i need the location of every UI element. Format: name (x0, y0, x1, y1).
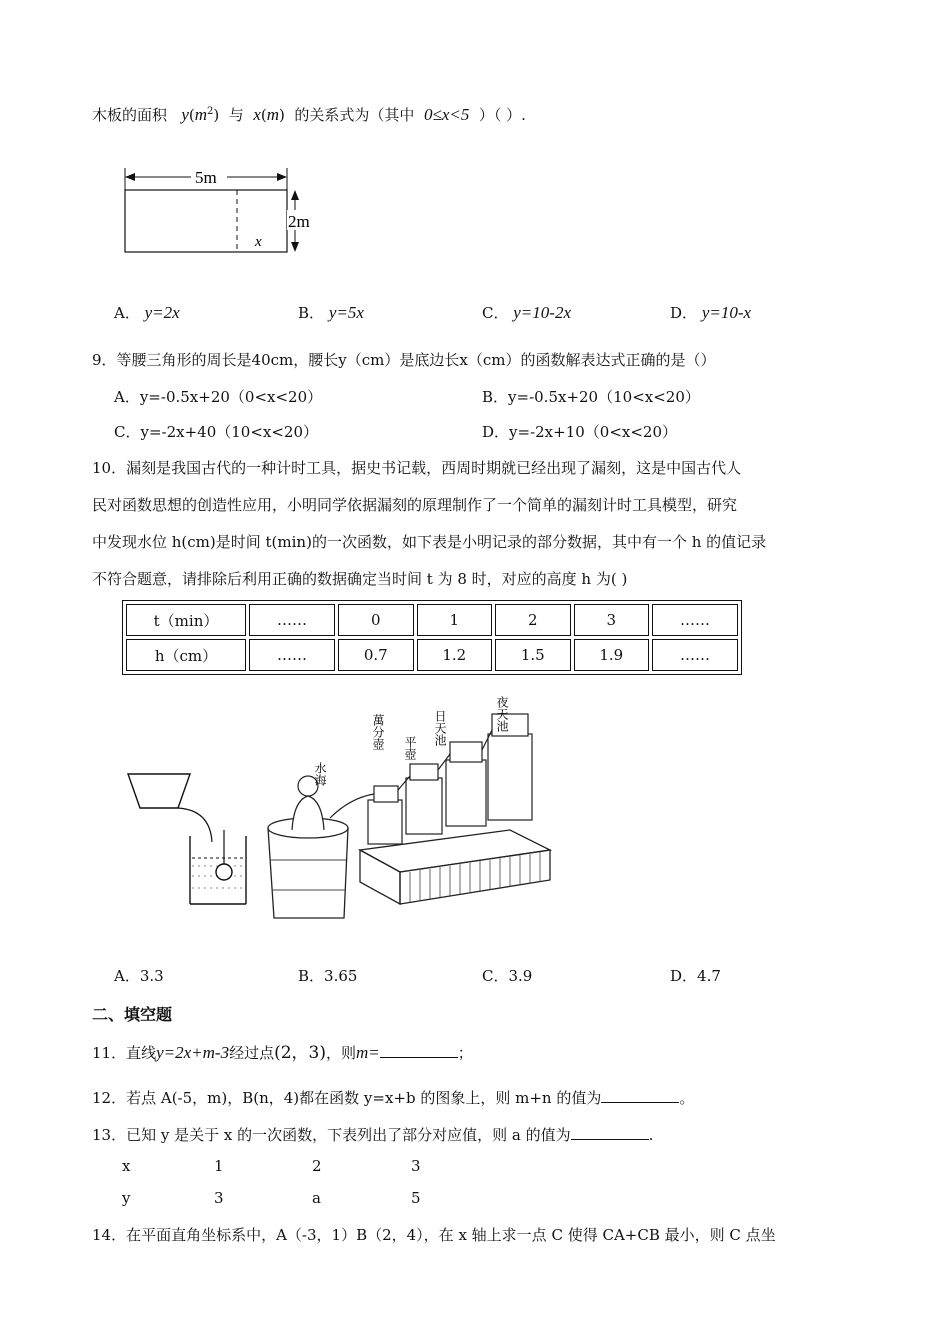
q13-y-3: 5 (411, 1189, 421, 1207)
q10-line-2: 民对函数思想的创造性应用，小明同学依据漏刻的原理制作了一个简单的漏刻计时工具模型，研究 (92, 496, 738, 514)
q12: 12．若点 A(-5，m)，B(n，4)都在函数 y=x+b 的图象上，则 m+n 的值为 。 (92, 1089, 695, 1107)
q14: 14．在平面直角坐标系中，A（-3，1）B（2，4），在 x 轴上求一点 C 使得 CA+CB 最小，则 C 点坐 (92, 1226, 776, 1244)
board-rectangle (125, 190, 287, 252)
q13: 13．已知 y 是关于 x 的一次函数，下表列出了部分对应值，则 a 的值为 . (92, 1126, 654, 1144)
table-cell: 0.7 (338, 639, 414, 671)
table-cell: 0 (338, 604, 414, 636)
table-cell: 1.9 (574, 639, 650, 671)
label-yetianchi: 夜天池 (495, 696, 509, 732)
table-cell: …… (249, 639, 335, 671)
table-cell: 3 (574, 604, 650, 636)
q9-option-b: B．y=-0.5x+20（10<x<20） (482, 388, 700, 406)
answer-blank[interactable] (571, 1125, 649, 1140)
table-row (126, 639, 738, 671)
q9-option-c: C．y=-2x+40（10<x<20） (114, 423, 319, 441)
table-cell: h（cm） (126, 639, 246, 671)
x-label: x (255, 234, 262, 250)
q8-option-b: B． y=5x (298, 303, 364, 322)
q13-y-2: a (312, 1189, 321, 1207)
q8-option-c: C． y=10-2x (482, 303, 571, 322)
answer-blank[interactable] (601, 1088, 679, 1103)
q9-stem: 9．等腰三角形的周长是40cm，腰长y（cm）是底边长x（cm）的函数解表达式正确的是（） (92, 351, 716, 369)
table-cell: 1.2 (417, 639, 493, 671)
height-label: 2m (288, 212, 310, 231)
q10-option-c: C．3.9 (482, 967, 533, 985)
q10-line-4: 不符合题意，请排除后利用正确的数据确定当时间 t 为 8 时，对应的高度 h 为( ) (92, 570, 628, 588)
table-cell: …… (652, 639, 738, 671)
q8-option-a: A． y=2x (114, 303, 180, 322)
width-label: 5m (195, 168, 217, 187)
table-cell: 2 (495, 604, 571, 636)
q13-y-1: 3 (214, 1189, 224, 1207)
q9-option-d: D．y=-2x+10（0<x<20） (482, 423, 678, 441)
table-cell: 1.5 (495, 639, 571, 671)
q8-option-d: D． y=10-x (670, 303, 752, 322)
q10-option-d: D．4.7 (670, 967, 721, 985)
table-cell: …… (249, 604, 335, 636)
q8-board-figure (115, 160, 325, 260)
table-cell: …… (652, 604, 738, 636)
label-pinghu: 平壺 (403, 736, 417, 760)
q8-stem: 木板的面积 $y(m^2)$ 与 x(m) 的关系式为（其中 0≤x<5 ）（ ）. (92, 105, 526, 124)
q10-option-b: B．3.65 (298, 967, 358, 985)
q10-data-table (122, 600, 742, 675)
table-cell: t（min） (126, 604, 246, 636)
label-shuihai: 水海 (313, 762, 327, 786)
answer-blank[interactable] (380, 1043, 458, 1058)
q13-x-2: 2 (312, 1157, 322, 1175)
q10-line-1: 10．漏刻是我国古代的一种计时工具，据史书记载，西周时期就已经出现了漏刻，这是中国古代人 (92, 459, 742, 477)
label-wanfenhu: 萬分壺 (371, 714, 385, 750)
label-ritianchi: 日天池 (433, 710, 447, 746)
q13-x-3: 3 (411, 1157, 421, 1175)
q10-line-3: 中发现水位 h(cm)是时间 t(min)的一次函数，如下表是小明记录的部分数据，其中有一个 h 的值记录 (92, 533, 767, 551)
table-row (126, 604, 738, 636)
q13-x-1: 1 (214, 1157, 224, 1175)
q11: 11．直线y=2x+m-3经过点(2，3)，则m= ； (92, 1043, 473, 1063)
q10-option-a: A．3.3 (114, 967, 164, 985)
table-cell: 1 (417, 604, 493, 636)
section-heading: 二、填空题 (92, 1005, 173, 1024)
ancient-water-clock-illustration (260, 690, 560, 930)
q9-option-a: A．y=-0.5x+20（0<x<20） (114, 388, 323, 406)
water-clock-model-figure (120, 770, 270, 910)
q13-y-header: y (122, 1189, 131, 1207)
q13-x-header: x (122, 1157, 131, 1175)
